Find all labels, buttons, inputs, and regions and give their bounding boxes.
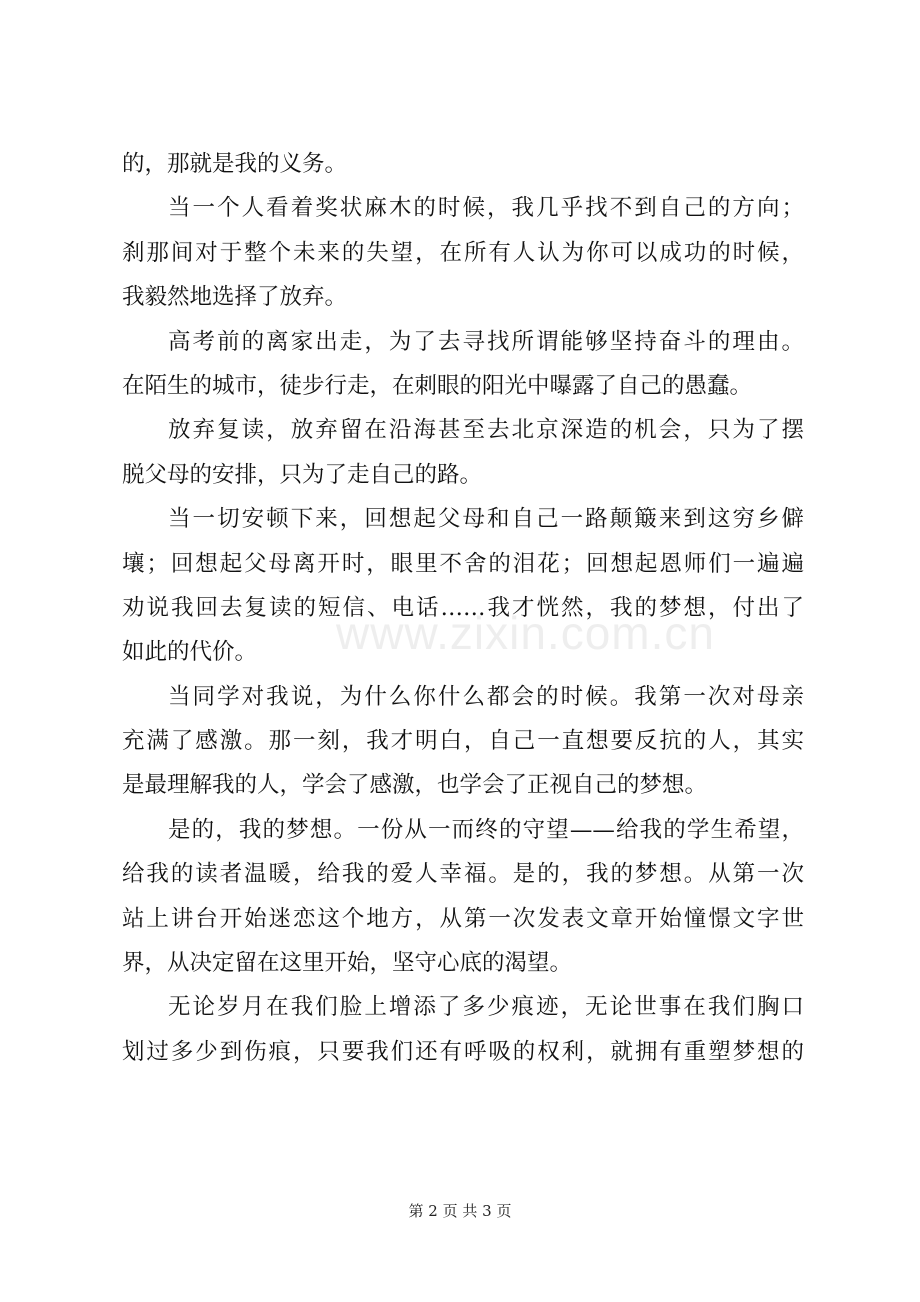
text-line: 在陌生的城市，徒步行走，在刺眼的阳光中曝露了自己的愚蠢。 — [122, 372, 753, 399]
text-line: 界，从决定留在这里开始，坚守心底的渴望。 — [122, 950, 573, 977]
body-text — [122, 142, 804, 1074]
text-line: 充满了感激。那一刻，我才明白，自己一直想要反抗的人，其实 — [122, 728, 804, 755]
text-line: 劝说我回去复读的短信、电话……我才恍然，我的梦想，付出了 — [122, 594, 804, 621]
text-line: 高考前的离家出走，为了去寻找所谓能够坚持奋斗的理由。 — [168, 328, 804, 355]
text-line: 我毅然地选择了放弃。 — [122, 284, 348, 311]
text-line: 如此的代价。 — [122, 639, 258, 666]
watermark: www.zixin.com.cn — [336, 607, 715, 659]
text-line: 划过多少到伤痕，只要我们还有呼吸的权利，就拥有重塑梦想的 — [122, 1038, 804, 1065]
text-line: 壤；回想起父母离开时，眼里不舍的泪花；回想起恩师们一遍遍 — [122, 550, 804, 577]
text-line: 当一个人看着奖状麻木的时候，我几乎找不到自己的方向； — [168, 195, 804, 222]
text-line: 脱父母的安排，只为了走自己的路。 — [122, 461, 483, 488]
text-line: 给我的读者温暖，给我的爱人幸福。是的，我的梦想。从第一次 — [122, 861, 804, 888]
text-line: 站上讲台开始迷恋这个地方，从第一次发表文章开始憧憬文字世 — [122, 905, 804, 932]
text-line: 放弃复读，放弃留在沿海甚至去北京深造的机会，只为了摆 — [168, 417, 804, 444]
text-line: 当同学对我说，为什么你什么都会的时候。我第一次对母亲 — [168, 683, 804, 710]
text-line: 的，那就是我的义务。 — [122, 151, 348, 177]
text-line: 是的，我的梦想。一份从一而终的守望——给我的学生希望， — [168, 816, 804, 843]
text-line: 刹那间对于整个未来的失望，在所有人认为你可以成功的时候， — [122, 239, 804, 266]
text-line: 无论岁月在我们脸上增添了多少痕迹，无论世事在我们胸口 — [168, 994, 804, 1021]
text-line: 当一切安顿下来，回想起父母和自己一路颠簸来到这穷乡僻 — [168, 506, 804, 533]
text-line: 是最理解我的人，学会了感激，也学会了正视自己的梦想。 — [122, 772, 708, 799]
page-footer: 第 2 页 共 3 页 — [408, 1202, 512, 1220]
